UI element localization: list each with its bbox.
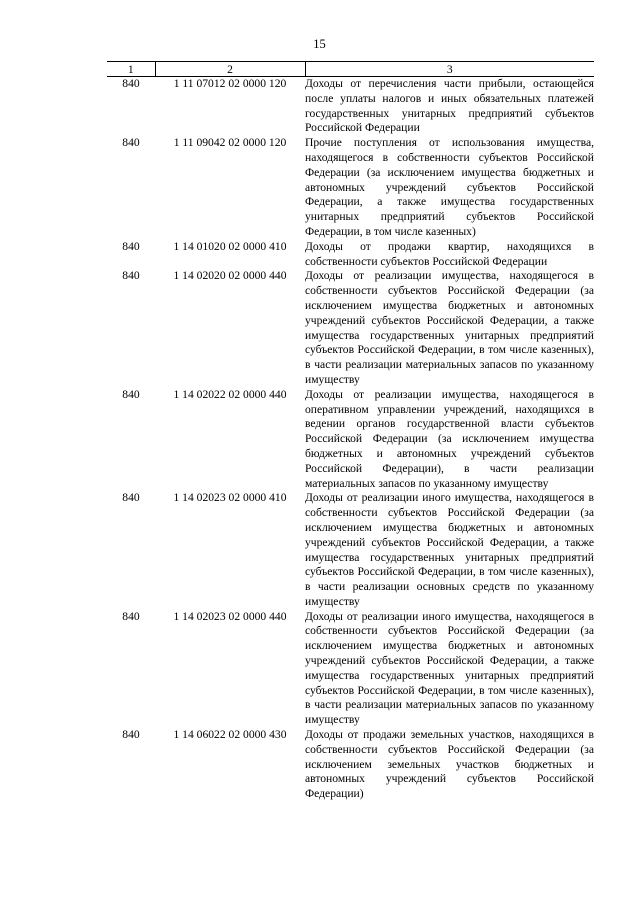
admin-code-cell: 840 [122, 491, 140, 505]
table-row [107, 610, 594, 728]
admin-code-cell: 840 [122, 77, 140, 90]
table-row [107, 728, 594, 802]
budget-code-cell: 1 14 01020 02 0000 410 [173, 239, 287, 253]
table-row [107, 388, 594, 492]
budget-code-cell: 1 14 06022 02 0000 430 [173, 728, 287, 742]
table-row [107, 136, 594, 240]
budget-code-cell: 1 11 07012 02 0000 120 [173, 77, 287, 90]
budget-code-cell: 1 14 02022 02 0000 440 [173, 387, 287, 401]
column-header-name-number: 3 [305, 62, 594, 77]
table-header-row [107, 62, 594, 77]
budget-classification-table [107, 61, 594, 802]
table-row [107, 491, 594, 609]
table-row [107, 269, 594, 387]
table-row [107, 77, 594, 137]
budget-code-cell: 1 14 02020 02 0000 440 [173, 269, 287, 283]
column-header-code-number: 2 [155, 62, 305, 77]
revenue-name-cell: Доходы от реализации иного имущества, находящегося в собственности субъектов Российской Федерации (за исключением имущества бюджетных и автономных учреждений субъектов Российской Федерации, а также имущества государственных унитарных предприятий субъектов Российской Федерации, в том числе казенных), в части реализации основных средств по указанному имуществу [305, 491, 594, 608]
table-row [107, 240, 594, 270]
revenue-name-cell: Доходы от реализации имущества, находящегося в собственности субъектов Российской Федерации (за исключением имущества бюджетных и автономных учреждений субъектов Российской Федерации, а также имущества государственных унитарных предприятий субъектов Российской Федерации, в том числе казенных), в части реализации материальных запасов по указанному имуществу [305, 269, 594, 386]
revenue-name-cell: Доходы от реализации иного имущества, находящегося в собственности субъектов Российской Федерации (за исключением имущества бюджетных и автономных учреждений субъектов Российской Федерации, а также имущества государственных унитарных предприятий субъектов Российской Федерации, в том числе казенных), в части реализации материальных запасов по указанному имуществу [305, 609, 594, 727]
revenue-name-cell: Доходы от продажи квартир, находящихся в собственности субъектов Российской Федерации [305, 239, 594, 268]
page-number: 15 [313, 37, 326, 51]
admin-code-cell: 840 [122, 136, 140, 150]
admin-code-cell: 840 [122, 269, 140, 283]
admin-code-cell: 840 [122, 728, 140, 742]
budget-code-cell: 1 14 02023 02 0000 410 [173, 491, 287, 505]
revenue-name-cell: Доходы от продажи земельных участков, находящихся в собственности субъектов Российской Федерации (за исключением земельных участков бюджетных и автономных учреждений субъектов Российской Федерации) [305, 728, 594, 801]
admin-code-cell: 840 [122, 239, 140, 253]
budget-code-cell: 1 14 02023 02 0000 440 [173, 609, 287, 623]
column-header-admin-number: 1 [107, 62, 155, 77]
admin-code-cell: 840 [122, 609, 140, 623]
admin-code-cell: 840 [122, 387, 140, 401]
revenue-name-cell: Доходы от реализации имущества, находящегося в оперативном управлении учреждений, находящихся в ведении органов государственной власти субъектов Российской Федерации (за исключением имущества бюджетных и автономных учреждений субъектов Российской Федерации), в части реализации материальных запасов по указанному имуществу [305, 387, 594, 490]
revenue-name-cell: Прочие поступления от использования имущества, находящегося в собственности субъектов Российской Федерации (за исключением имущества бюджетных и автономных учреждений субъектов Российской Федерации, а также имущества государственных унитарных предприятий субъектов Российской Федерации, в том числе казенных) [305, 136, 594, 238]
revenue-name-cell: Доходы от перечисления части прибыли, остающейся после уплаты налогов и иных обязательных платежей государственных унитарных предприятий субъектов Российской Федерации [305, 77, 594, 135]
budget-code-cell: 1 11 09042 02 0000 120 [173, 136, 287, 150]
